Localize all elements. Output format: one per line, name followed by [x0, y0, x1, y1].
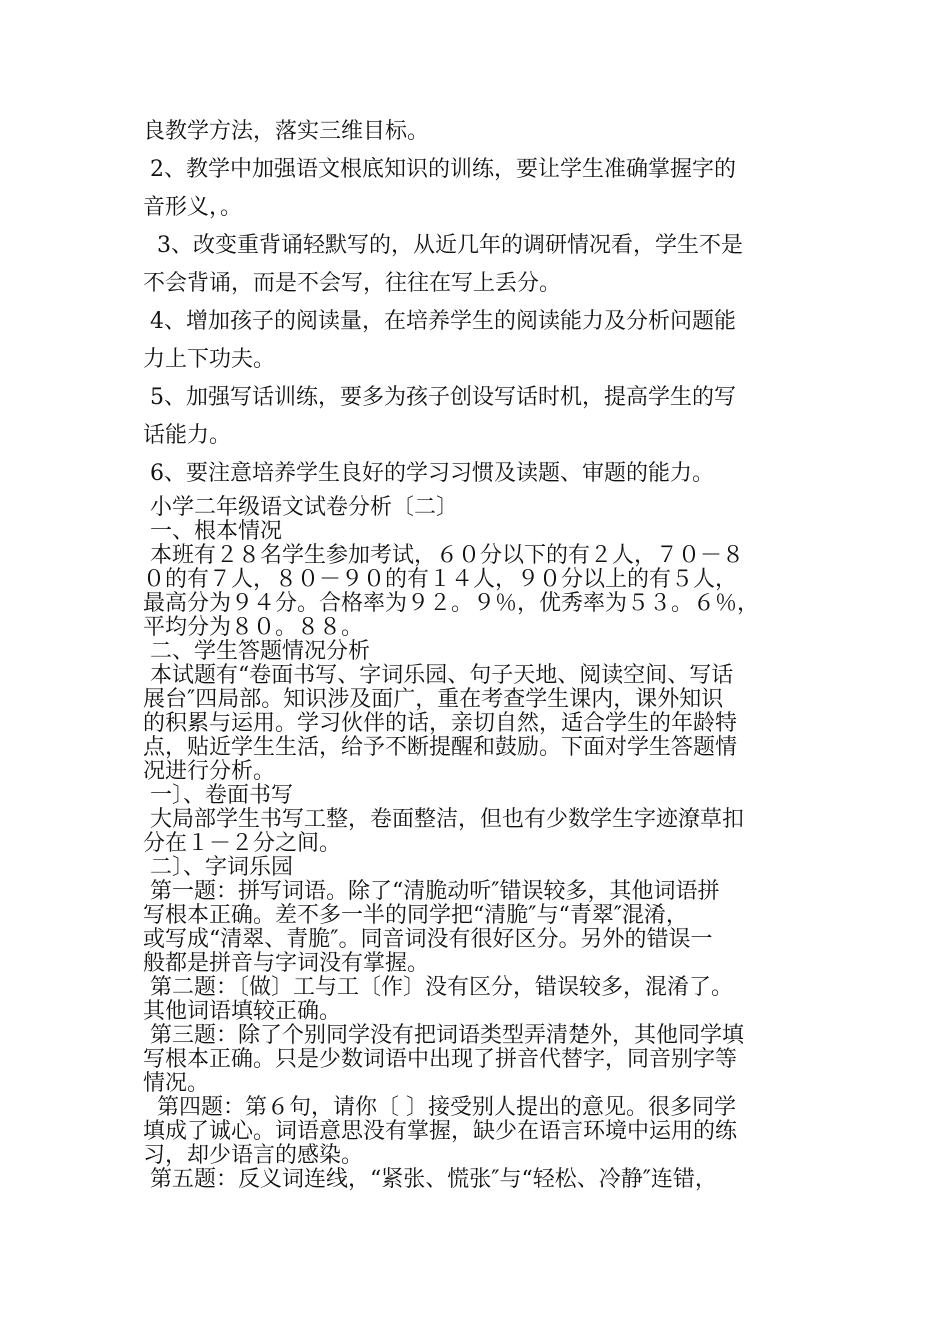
text-line: 般都是拼音与字词没有掌握。 [143, 951, 430, 976]
section-title: 小学二年级语文试卷分析〔二〕 [143, 495, 459, 520]
text-line: 4、增加孩子的阅读量，在培养学生的阅读能力及分析问题能 [143, 309, 736, 334]
text-line: 展台″四局部。知识涉及面广，重在考查学生课内，课外知识 [143, 687, 724, 712]
heading: 一、根本情况 [143, 519, 283, 544]
text-line: 情况。 [143, 1071, 210, 1096]
text-line: 的积累与运用。学习伙伴的话，亲切自然，适合学生的年龄特 [143, 711, 738, 736]
text-line: 音形义，。 [143, 195, 243, 220]
text-line: 第四题：第６句，请你〔 〕接受别人提出的意见。很多同学 [143, 1095, 736, 1120]
text-line: 况进行分析。 [143, 759, 276, 784]
text-line: 话能力。 [143, 423, 232, 448]
text-line: 5、加强写话训练，要多为孩子创设写话时机，提高学生的写 [143, 385, 736, 410]
text-line: 力上下功夫。 [143, 347, 276, 372]
text-line: 写根本正确。差不多一半的同学把“清脆″与“青翠″混淆， [143, 903, 688, 928]
text-line: 习，却少语言的感染。 [143, 1143, 364, 1168]
text-line: 2、教学中加强语文根底知识的训练，要让学生准确掌握字的 [143, 157, 736, 182]
heading: 二〕、字词乐园 [143, 855, 294, 880]
exam-analysis-section [143, 496, 823, 1192]
text-line: 不会背诵，而是不会写，往往在写上丢分。 [143, 271, 562, 296]
text-line: 本班有２８名学生参加考试，６０分以下的有２人，７０－８ [143, 543, 745, 568]
text-line: 写根本正确。只是少数词语中出现了拼音代替字，同音别字等 [143, 1047, 738, 1072]
text-line: 填成了诚心。词语意思没有掌握，缺少在语言环境中运用的练 [143, 1119, 738, 1144]
text-line: 本试题有“卷面书写、字词乐园、句子天地、阅读空间、写话 [143, 663, 734, 688]
text-line: 第一题：拼写词语。除了“清脆动听″错误较多，其他词语拼 [143, 879, 720, 904]
text-line: 良教学方法，落实三维目标。 [143, 119, 430, 144]
text-line: 第三题：除了个别同学没有把词语类型弄清楚外，其他同学填 [143, 1023, 745, 1048]
text-line: 平均分为８０。８８。 [143, 615, 364, 640]
text-line: 或写成“清翠、青脆″。同音词没有很好区分。另外的错误一 [143, 927, 713, 952]
text-line: 点，贴近学生生活，给予不断提醒和鼓励。下面对学生答题情 [143, 735, 738, 760]
heading: 二、学生答题情况分析 [143, 639, 371, 664]
heading: 一〕、卷面书写 [143, 783, 294, 808]
text-line: 大局部学生书写工整，卷面整洁，但也有少数学生字迹潦草扣 [143, 807, 745, 832]
text-line: 3、改变重背诵轻默写的，从近几年的调研情况看，学生不是 [143, 233, 743, 258]
text-line: ０的有７人，８０－９０的有１４人，９０分以上的有５人， [143, 567, 738, 592]
suggestions-section [143, 113, 823, 493]
text-line: 其他词语填较正确。 [143, 999, 342, 1024]
text-line: 最高分为９４分。合格率为９２。９％，优秀率为５３。６％， [143, 591, 760, 616]
text-line: 6、要注意培养学生良好的学习习惯及读题、审题的能力。 [143, 461, 714, 486]
text-line: 分在１－２分之间。 [143, 831, 342, 856]
text-line: 第二题：〔做〕工与工〔作〕没有区分，错误较多，混淆了。 [143, 975, 734, 1000]
text-line: 第五题：反义词连线，“紧张、慌张″与“轻松、冷静″连错， [143, 1167, 717, 1192]
